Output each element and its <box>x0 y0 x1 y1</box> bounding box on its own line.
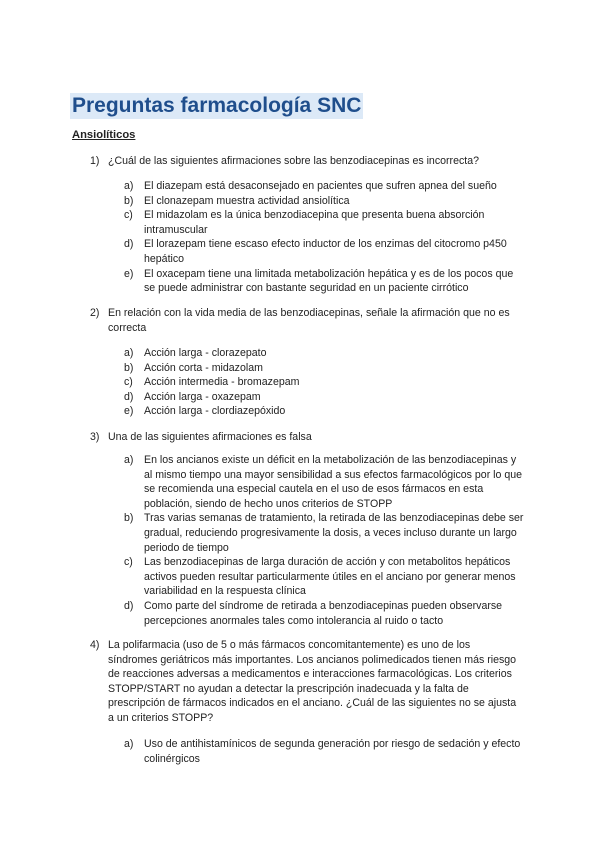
question-4 <box>90 638 520 726</box>
list-item: b) El clonazepam muestra actividad ansiolítica <box>124 194 350 207</box>
list-item: e) El oxacepam tiene una limitada metabolización hepática y es de los pocos que se puede administrar con bastante seguridad en un paciente cirrótico <box>124 267 514 295</box>
list-item: a) En los ancianos existe un déficit en la metabolización de las benzodiacepinas y al mismo tiempo una mayor sensibilidad a sus efectos farmacológicos por lo que se recomienda una especial cautela en el uso de esos fármacos en esta población, siendo de hecho unos criterios de STOPP <box>124 454 523 510</box>
list-item: d) Como parte del síndrome de retirada a benzodiacepinas pueden observarse percepciones anormales tales como intolerancia al ruido o tacto <box>124 599 503 627</box>
options-list-3 <box>124 453 524 628</box>
list-item: e) Acción larga - clordiazepóxido <box>124 405 286 418</box>
question-text: ¿Cuál de las siguientes afirmaciones sobre las benzodiacepinas es incorrecta? <box>108 155 479 167</box>
list-item: c) El midazolam es la única benzodiacepina que presenta buena absorción intramuscular <box>124 209 485 236</box>
question-text: En relación con la vida media de las benzodiacepinas, señale la afirmación que no es correcta <box>108 307 510 334</box>
question-1 <box>90 154 520 169</box>
list-item: d) El lorazepam tiene escaso efecto inductor de los enzimas del citocromo p450 hepático <box>124 238 507 265</box>
list-item: a) Uso de antihistamínicos de segunda generación por riesgo de sedación y efecto colinérgicos <box>124 738 521 765</box>
question-number: 1) <box>90 155 100 167</box>
options-list-4 <box>124 737 524 766</box>
question-2 <box>90 306 520 335</box>
list-item: c) Acción intermedia - bromazepam <box>124 376 300 389</box>
options-list-1 <box>124 179 524 296</box>
options-list-2 <box>124 346 524 419</box>
list-item: b) Acción corta - midazolam <box>124 361 263 374</box>
list-item: a) Acción larga - clorazepato <box>124 347 267 359</box>
question-number: 3) <box>90 431 100 443</box>
list-item: d) Acción larga - oxazepam <box>124 390 261 403</box>
section-heading: Ansiolíticos <box>72 129 136 141</box>
page-title: Preguntas farmacología SNC <box>72 94 362 117</box>
question-number: 4) <box>90 639 100 651</box>
question-number: 2) <box>90 307 100 319</box>
list-item: c) Las benzodiacepinas de larga duración de acción y con metabolitos hepáticos activos pueden resultar particularmente útiles en el anciano por generar menos variabilidad en la respuesta clínica <box>124 556 516 598</box>
question-text: Una de las siguientes afirmaciones es falsa <box>108 431 312 443</box>
list-item: a) El diazepam está desaconsejado en pacientes que sufren apnea del sueño <box>124 180 497 192</box>
question-text: La polifarmacia (uso de 5 o más fármacos concomitantemente) es uno de los síndromes geriátricos más importantes. Los ancianos polimedicados tienen más riesgo de reacciones adversas a medicamentos e interacciones farmacológicas. Los criterios STOPP/START no ayudan a detectar la prescripción inadecuada y la falta de prescripción de fármacos indicados en el anciano. ¿Cuál de las siguientes no se ajusta a un criterios STOPP? <box>108 639 517 724</box>
list-item: b) Tras varias semanas de tratamiento, la retirada de las benzodiacepinas debe ser gradual, reduciendo progresivamente la dosis, a veces incluso durante un largo periodo de tiempo <box>124 512 524 554</box>
question-3 <box>90 430 520 445</box>
